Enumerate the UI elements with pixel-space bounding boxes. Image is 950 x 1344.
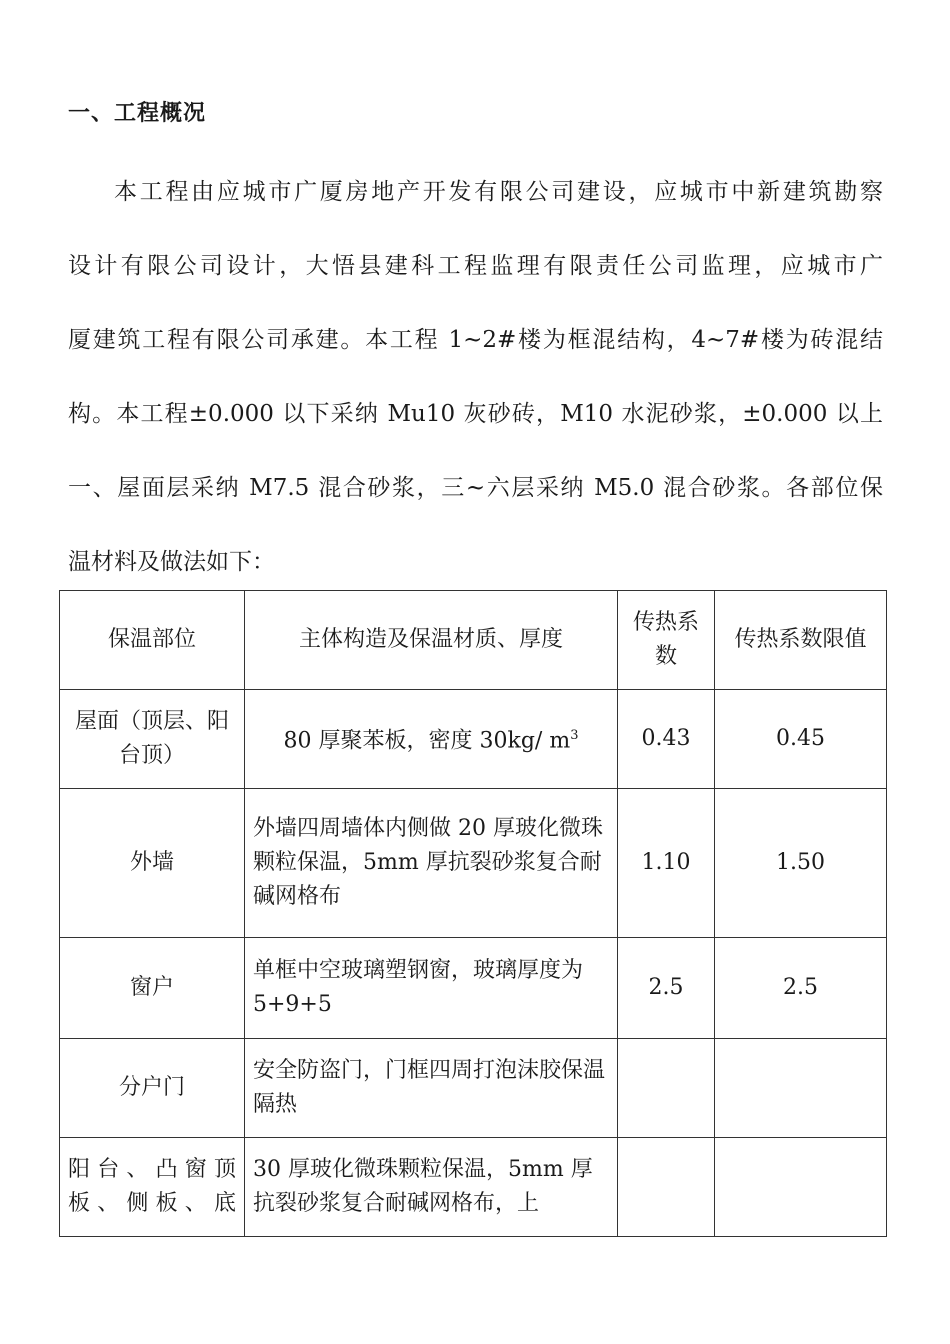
table-row [60,938,887,1039]
table-row [60,690,887,789]
insulation-table [59,590,887,1237]
table-header-row [60,591,887,690]
paragraph-line: 构。本工程±0.000 以下采纳 Mu10 灰砂砖，M10 水泥砂浆，±0.000 以上 [68,401,883,427]
overview-paragraph [68,155,883,599]
cell-coefficient: 2.5 [618,938,715,1039]
cell-location: 外墙 [60,789,245,938]
unit-superscript: 3 [570,728,579,744]
table-row [60,1138,887,1237]
cell-location: 屋面（顶层、阳台顶） [60,690,245,789]
paragraph-line: 设计有限公司设计，大悟县建科工程监理有限责任公司监理，应城市广 [68,253,883,279]
header-limit: 传热系数限值 [715,591,887,690]
cell-location: 分户门 [60,1039,245,1138]
section-heading: 一、工程概况 [68,101,207,126]
cell-limit [715,1138,887,1237]
cell-location: 窗户 [60,938,245,1039]
cell-limit [715,1039,887,1138]
cell-coefficient [618,1138,715,1237]
header-construction: 主体构造及保温材质、厚度 [245,591,618,690]
cell-location: 阳台、凸窗顶板、侧板、底 [60,1138,245,1237]
paragraph-line: 厦建筑工程有限公司承建。本工程 1~2#楼为框混结构，4~7#楼为砖混结 [68,327,883,353]
paragraph-line: 本工程由应城市广厦房地产开发有限公司建设，应城市中新建筑勘察 [114,179,883,205]
paragraph-line: 温材料及做法如下： [68,549,275,575]
table-row [60,789,887,938]
header-location: 保温部位 [60,591,245,690]
cell-coefficient: 1.10 [618,789,715,938]
paragraph-line: 一、屋面层采纳 M7.5 混合砂浆，三~六层采纳 M5.0 混合砂浆。各部位保 [68,475,883,501]
cell-construction: 外墙四周墙体内侧做 20 厚玻化微珠颗粒保温，5mm 厚抗裂砂浆复合耐碱网格布 [245,789,618,938]
header-coefficient: 传热系数 [618,591,715,690]
cell-coefficient: 0.43 [618,690,715,789]
cell-limit: 2.5 [715,938,887,1039]
cell-coefficient [618,1039,715,1138]
construction-text: 80 厚聚苯板，密度 30kg/ m [283,728,571,754]
cell-construction: 单框中空玻璃塑钢窗，玻璃厚度为 5+9+5 [245,938,618,1039]
cell-limit: 0.45 [715,690,887,789]
cell-construction: 30 厚玻化微珠颗粒保温，5mm 厚抗裂砂浆复合耐碱网格布，上 [245,1138,618,1237]
cell-construction [245,690,618,789]
cell-limit: 1.50 [715,789,887,938]
cell-construction: 安全防盗门，门框四周打泡沫胶保温隔热 [245,1039,618,1138]
table-row [60,1039,887,1138]
